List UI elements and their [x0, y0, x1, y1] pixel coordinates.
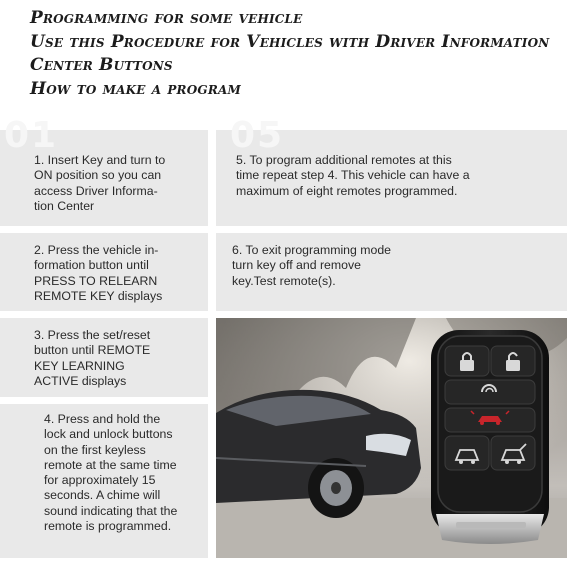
header-line-3: Center Buttons	[30, 55, 173, 75]
step-number-05: 05	[230, 115, 285, 156]
step-text-1: 1. Insert Key and turn to ON position so you can access Driver Informa- tion Center	[34, 153, 166, 213]
step-text-4: 4. Press and hold the lock and unlock buttons on the first keyless remote at the same time for approximately 15 seconds. A chime will sound indicating that the remote is programmed.	[44, 412, 178, 534]
step-text-3: 3. Press the set/reset button until REMOTE KEY LEARNING ACTIVE displays	[34, 328, 151, 388]
step-text-2: 2. Press the vehicle in- formation button until PRESS TO RELEARN REMOTE KEY displays	[34, 243, 163, 303]
header-line-2: Use this Procedure for Vehicles with Driver Information	[30, 32, 550, 52]
step-number-01: 01	[4, 115, 59, 156]
step-panel-3	[0, 318, 208, 397]
step-text-5: 5. To program additional remotes at this time repeat step 4. This vehicle can have a maximum of eight remotes programmed.	[236, 153, 470, 198]
step-panel-4	[0, 404, 208, 558]
step-panel-5	[216, 115, 567, 226]
header-line-4: How to make a program	[30, 79, 241, 99]
key-fob-remote	[431, 330, 549, 544]
step-text-6: 6. To exit programming mode turn key off and remove key.Test remote(s).	[232, 243, 392, 288]
header-line-1: Programming for some vehicle	[30, 8, 303, 28]
step-panel-6	[216, 233, 567, 311]
car-and-remote-photo	[216, 318, 567, 558]
step-panel-2	[0, 233, 208, 311]
photo-illustration	[216, 318, 567, 558]
step-panel-1	[0, 115, 208, 226]
